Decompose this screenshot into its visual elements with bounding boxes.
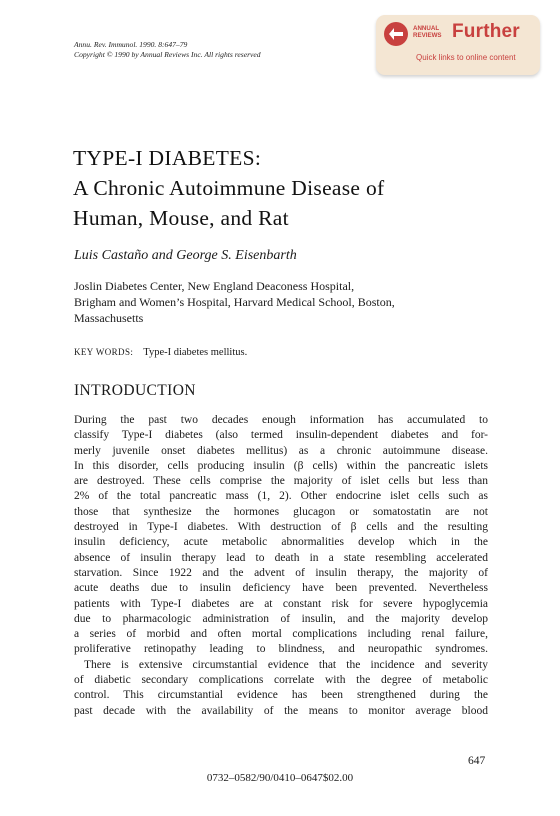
journal-citation: Annu. Rev. Immunol. 1990. 8:647–79 <box>74 40 188 49</box>
keywords-value: Type-I diabetes mellitus. <box>143 347 248 358</box>
body-line: a series of morbid and often mortal complications including renal failure, <box>74 628 488 641</box>
body-line: There is extensive circumstantial evidence that the incidence and severity <box>84 658 488 671</box>
body-line: past decade with the availability of the means to monitor average blood <box>74 704 488 717</box>
body-line: destroyed in Type-I diabetes. With destruction of β cells and the resulting <box>74 521 488 534</box>
body-line: proliferative retinopathy leading to blindness, and neuropathic syndromes. <box>74 643 488 656</box>
title-line: TYPE-I DIABETES: <box>73 146 262 170</box>
body-line: merly juvenile onset diabetes mellitus) as a chronic autoimmune disease. <box>74 444 488 457</box>
body-line: of diabetic secondary complications correlate with the degree of metabolic <box>74 674 488 687</box>
annual-reviews-logo-icon <box>384 22 408 46</box>
page-number: 647 <box>468 755 486 767</box>
affiliation-line: Massachusetts <box>74 311 144 325</box>
body-line: 2% of the total pancreatic mass (1, 2). Other endocrine islet cells such as <box>74 490 488 503</box>
title-line: A Chronic Autoimmune Disease of <box>73 176 385 200</box>
copyright-line: Copyright © 1990 by Annual Reviews Inc. All rights reserved <box>74 50 261 59</box>
badge-tagline: Quick links to online content <box>416 53 516 62</box>
badge-brand-text: ANNUAL REVIEWS <box>413 25 442 39</box>
body-line: are destroyed. These cells comprise the majority of islet cells but less than <box>74 475 488 488</box>
body-line: In this disorder, cells producing insulin (β cells) within the pancreatic islets <box>74 459 488 472</box>
article-authors: Luis Castaño and George S. Eisenbarth <box>74 248 297 263</box>
body-line: insulin deficiency, acute metabolic abnormalities develop which in the <box>74 536 488 549</box>
section-body <box>74 413 488 719</box>
footer-code: 0732–0582/90/0410–0647$02.00 <box>206 772 354 784</box>
journal-citation-block <box>74 40 261 60</box>
section-heading: INTRODUCTION <box>74 382 196 399</box>
affiliation-line: Joslin Diabetes Center, New England Deaconess Hospital, <box>74 279 355 293</box>
body-line: patients with Type-I diabetes are at constant risk for severe hypoglycemia <box>74 597 488 610</box>
article-title <box>73 143 384 233</box>
body-line: classify Type-I diabetes (also termed insulin-dependent diabetes and for- <box>74 429 488 442</box>
body-line: starvation. Since 1922 and the advent of insulin therapy, the majority of <box>74 566 488 579</box>
affiliation-line: Brigham and Women’s Hospital, Harvard Medical School, Boston, <box>74 295 395 309</box>
annual-reviews-further-badge[interactable] <box>376 15 540 75</box>
title-line: Human, Mouse, and Rat <box>73 206 289 230</box>
body-line: due to pharmacologic administration of insulin, and the majority develop <box>74 612 488 625</box>
author-affiliation <box>74 278 395 326</box>
badge-further-label: Further <box>452 21 520 42</box>
body-line: absence of insulin therapy lead to death in a state resembling accelerated <box>74 551 488 564</box>
body-line: those that synthesize the hormones glucagon or somatostatin are not <box>74 505 488 518</box>
body-line: acute deaths due to insulin deficiency have been prevented. Nevertheless <box>74 582 488 595</box>
body-line: During the past two decades enough information has accumulated to <box>74 414 488 426</box>
keywords-line <box>74 347 247 358</box>
keywords-label: KEY WORDS: <box>74 347 134 357</box>
body-line: control. This circumstantial evidence has been strengthened during the <box>74 689 488 702</box>
